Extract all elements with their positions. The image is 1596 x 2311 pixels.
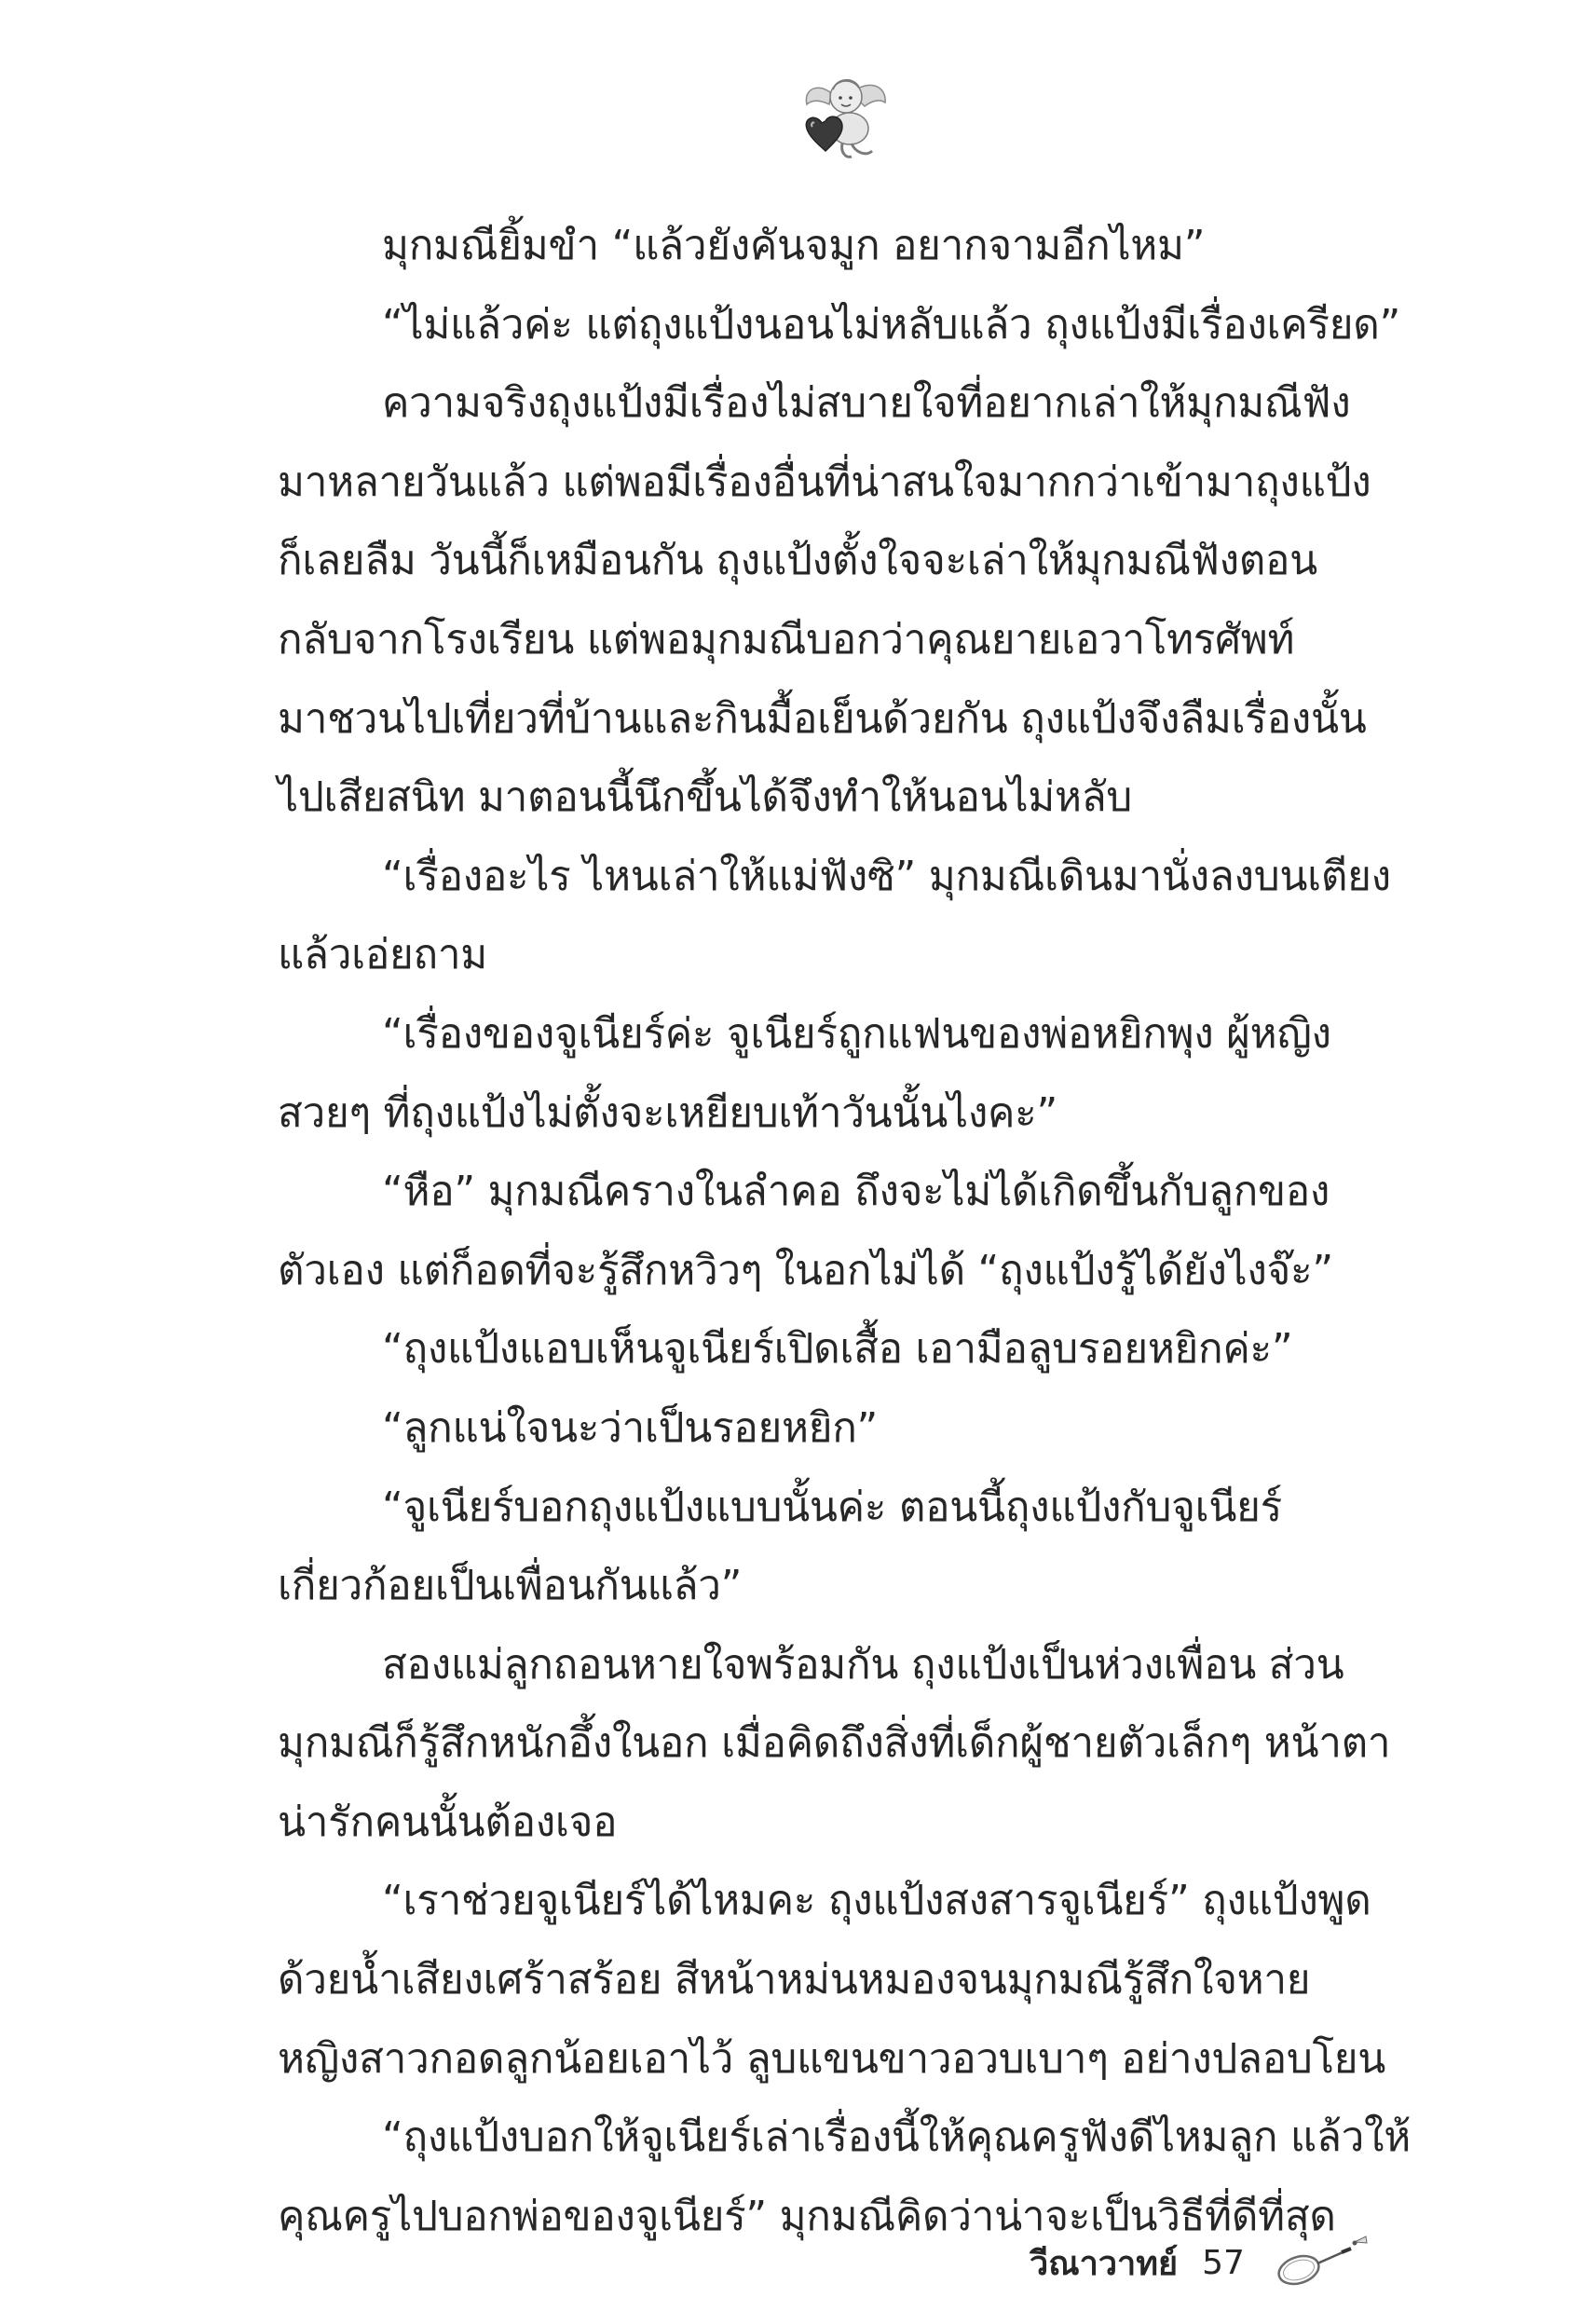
text-line: มาชวนไปเที่ยวที่บ้านและกินมื้อเย็นด้วยกัน ถุงแป้งจึงลืมเรื่องนั้น bbox=[278, 694, 1367, 743]
text-line: หญิงสาวกอดลูกน้อยเอาไว้ ลูบแขนขาวอวบเบาๆ อย่างปลอบโยน bbox=[278, 2034, 1386, 2083]
text-line: ด้วยน้ำเสียงเศร้าสร้อย สีหน้าหม่นหมองจนมุกมณีรู้สึกใจหาย bbox=[278, 1956, 1311, 2004]
page-number: 57 bbox=[1202, 2243, 1245, 2282]
text-line: มุกมณียิ้มขำ “แล้วยังคันจมูก อยากจามอีกไหม” bbox=[382, 222, 1206, 269]
text-line: “จูเนียร์บอกถุงแป้งแบบนั้นค่ะ ตอนนี้ถุงแป้งกับจูเนียร์ bbox=[382, 1483, 1282, 1531]
text-line: น่ารักคนนั้นต้องเจอ bbox=[278, 1798, 618, 1846]
text-line: “ลูกแน่ใจนะว่าเป็นรอยหยิก” bbox=[382, 1403, 879, 1452]
text-line: “เรื่องอะไร ไหนเล่าให้แม่ฟังซิ” มุกมณีเดินมานั่งลงบนเตียง bbox=[382, 852, 1391, 900]
text-line: ก็เลยลืม วันนี้ก็เหมือนกัน ถุงแป้งตั้งใจจะเล่าให้มุกมณีฟังตอน bbox=[278, 537, 1317, 585]
text-line: “เรื่องของจูเนียร์ค่ะ จูเนียร์ถูกแฟนของพ่อหยิกพุง ผู้หญิง bbox=[382, 1009, 1331, 1058]
book-title: วีณาวาทย์ bbox=[1030, 2244, 1179, 2283]
text-line: ตัวเอง แต่ก็อดที่จะรู้สึกหวิวๆ ในอกไม่ได้ “ถุงแป้งรู้ได้ยังไงจ๊ะ” bbox=[278, 1246, 1333, 1294]
text-line: คุณครูไปบอกพ่อของจูเนียร์” มุกมณีคิดว่าน่าจะเป็นวิธีที่ดีที่สุด bbox=[278, 2192, 1336, 2240]
text-line: “เราช่วยจูเนียร์ได้ไหมคะ ถุงแป้งสงสารจูเนียร์” ถุงแป้งพูด bbox=[382, 1877, 1371, 1925]
cherub-heart-icon bbox=[794, 65, 896, 168]
text-line: “หือ” มุกมณีครางในลำคอ ถึงจะไม่ได้เกิดขึ้นกับลูกของ bbox=[382, 1168, 1330, 1216]
text-line: “ถุงแป้งบอกให้จูเนียร์เล่าเรื่องนี้ให้คุณครูฟังดีไหมลูก แล้วให้ bbox=[382, 2113, 1411, 2162]
body-text bbox=[278, 207, 1411, 2256]
text-line: ไปเสียสนิท มาตอนนี้นึกขึ้นได้จึงทำให้นอนไม่หลับ bbox=[278, 773, 1132, 822]
text-line: แล้วเอ่ยถาม bbox=[278, 931, 487, 979]
text-line: เกี่ยวก้อยเป็นเพื่อนกันแล้ว” bbox=[278, 1562, 743, 1610]
text-line: สวยๆ ที่ถุงแป้งไม่ตั้งจะเหยียบเท้าวันนั้นไงคะ” bbox=[278, 1088, 1057, 1137]
text-line: ความจริงถุงแป้งมีเรื่องไม่สบายใจที่อยากเล่าให้มุกมณีฟัง bbox=[382, 379, 1351, 428]
text-line: “ถุงแป้งแอบเห็นจูเนียร์เปิดเสื้อ เอามือลูบรอยหยิกค่ะ” bbox=[382, 1325, 1293, 1374]
text-line: “ไม่แล้วค่ะ แต่ถุงแป้งนอนไม่หลับแล้ว ถุงแป้งมีเรื่องเครียด” bbox=[382, 300, 1401, 349]
text-line: สองแม่ลูกถอนหายใจพร้อมกัน ถุงแป้งเป็นห่วงเพื่อน ส่วน bbox=[382, 1640, 1344, 1689]
text-line: มาหลายวันแล้ว แต่พอมีเรื่องอื่นที่น่าสนใจมากกว่าเข้ามาถุงแป้ง bbox=[278, 458, 1371, 506]
text-line: มุกมณีก็รู้สึกหนักอึ้งในอก เมื่อคิดถึงสิ่งที่เด็กผู้ชายตัวเล็กๆ หน้าตา bbox=[278, 1719, 1391, 1768]
page-footer bbox=[1030, 2235, 1370, 2290]
text-line: กลับจากโรงเรียน แต่พอมุกมณีบอกว่าคุณยายเอวาโทรศัพท์ bbox=[278, 615, 1295, 663]
badminton-racket-icon bbox=[1276, 2235, 1370, 2290]
